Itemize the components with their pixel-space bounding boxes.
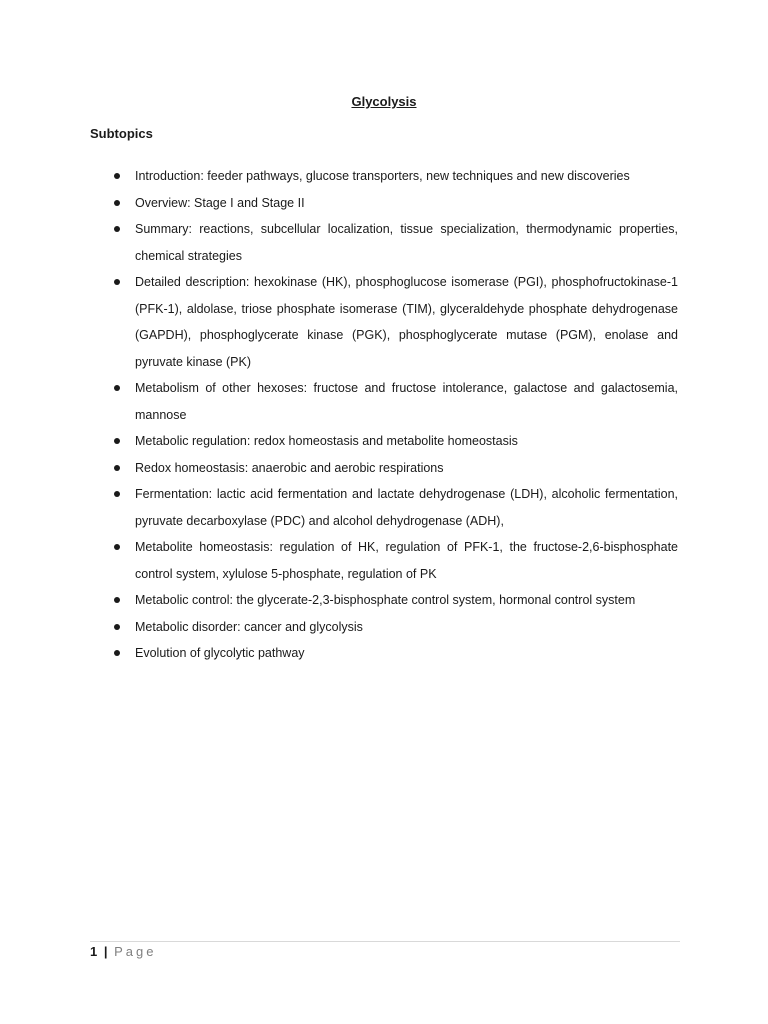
list-item [90,614,678,641]
page-separator: | [103,944,108,959]
page-footer [90,943,157,961]
list-item [90,163,678,190]
list-item-text: Redox homeostasis: anaerobic and aerobic respirations [135,460,444,475]
list-item [90,534,678,587]
list-item [90,481,678,534]
list-item-text: Fermentation: lactic acid fermentation and lactate dehydrogenase (LDH), alcoholic fermentation, pyruvate decarboxylase (PDC) and alcohol dehydrogenase (ADH), [135,487,678,528]
list-item-text: Detailed description: hexokinase (HK), phosphoglucose isomerase (PGI), phosphofructokinase-1 (PFK-1), aldolase, triose phosphate isomerase (TIM), glyceraldehyde phosphate dehydrogenase (GAPDH), phosphoglycerate kinase (PGK), phosphoglycerate mutase (PGM), enolase and pyruvate kinase (PK) [135,275,678,369]
bullet-icon [114,226,120,232]
list-item [90,375,678,428]
list-item [90,428,678,455]
list-item-text: Introduction: feeder pathways, glucose transporters, new techniques and new discoveries [135,169,630,183]
subtopics-list [90,163,678,667]
list-item-text: Metabolic regulation: redox homeostasis and metabolite homeostasis [135,434,518,448]
list-item-text: Summary: reactions, subcellular localization, tissue specialization, thermodynamic properties, chemical strategies [135,222,678,263]
bullet-icon [114,385,120,391]
list-item-text: Metabolic control: the glycerate-2,3-bisphosphate control system, hormonal control system [135,593,636,607]
bullet-icon [114,597,120,603]
bullet-icon [114,200,120,206]
bullet-icon [114,624,120,630]
list-item [90,455,678,482]
page-number: 1 [90,944,98,959]
list-item [90,269,678,375]
section-heading: Subtopics [90,126,153,141]
bullet-icon [114,279,120,285]
page-label: Page [114,944,157,959]
bullet-icon [114,650,120,656]
list-item [90,587,678,614]
bullet-icon [114,438,120,444]
bullet-icon [114,465,120,471]
bullet-icon [114,173,120,179]
list-item-text: Metabolic disorder: cancer and glycolysis [135,619,363,634]
list-item-text: Metabolism of other hexoses: fructose and fructose intolerance, galactose and galactosemia, mannose [135,381,678,422]
list-item-text: Metabolite homeostasis: regulation of HK, regulation of PFK-1, the fructose-2,6-bisphosphate control system, xylulose 5-phosphate, regulation of PK [135,540,678,581]
footer-divider [90,941,680,942]
document-title: Glycolysis [351,94,417,109]
bullet-icon [114,544,120,550]
bullet-icon [114,491,120,497]
list-item [90,640,678,667]
list-item-text: Overview: Stage I and Stage II [135,195,305,210]
list-item [90,190,678,217]
list-item [90,216,678,269]
list-item-text: Evolution of glycolytic pathway [135,646,305,660]
